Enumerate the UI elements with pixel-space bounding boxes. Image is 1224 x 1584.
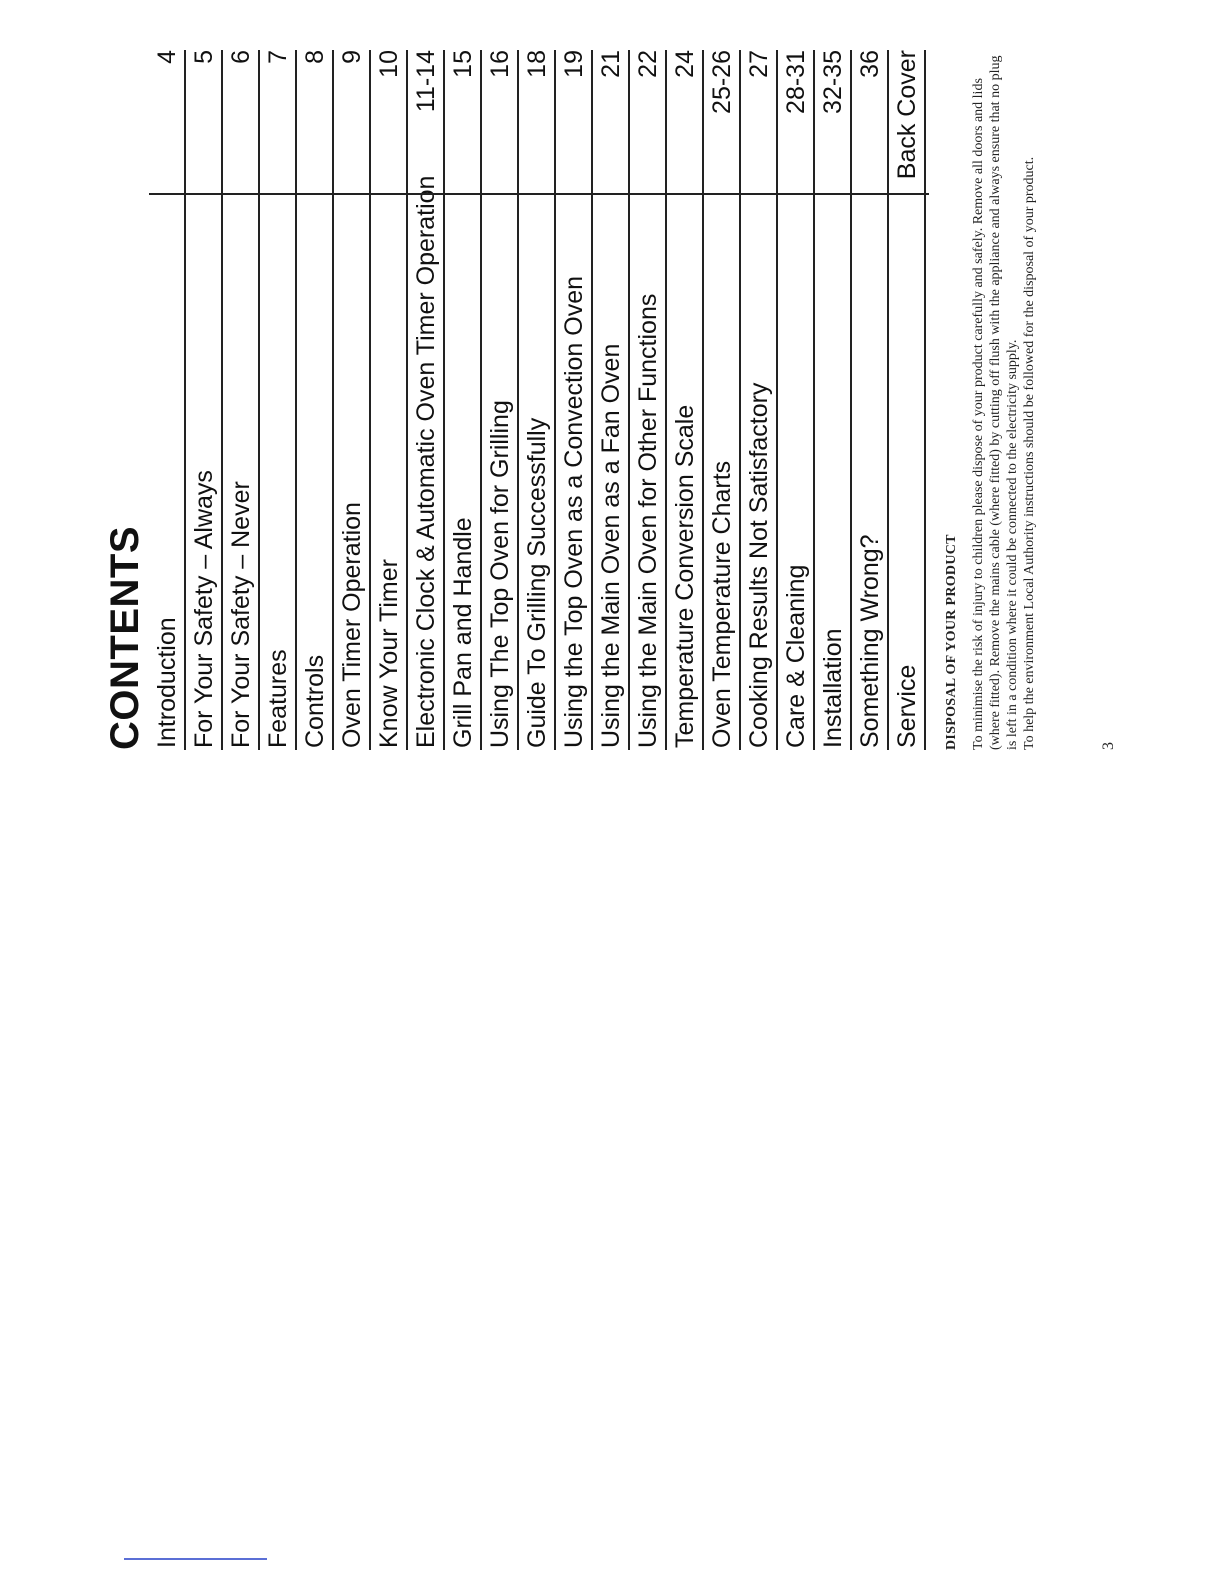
toc-entry-page: 8 (297, 50, 334, 193)
toc-titles-column (149, 175, 929, 750)
toc-entry-page: 6 (223, 50, 260, 193)
toc-entry-title: For Your Safety – Never (223, 195, 260, 750)
disposal-section (943, 50, 1038, 750)
toc-entry-title: Controls (297, 195, 334, 750)
toc-entry-page: 25-26 (704, 50, 741, 193)
toc-entry-page: 19 (556, 50, 593, 193)
disposal-paragraph: To minimise the risk of injury to children please dispose of your product carefully and safely. Remove all doors and lids (where fitted). Remove the mains cable (where fitted) by cutting off flush with the appliance and always ensure that no plug is left in a condition where it could be connected to the electricity supply. (971, 55, 1020, 750)
footer-rule (124, 1558, 267, 1560)
toc-entry-title: Oven Timer Operation (334, 195, 371, 750)
rotated-page-content (105, 50, 1205, 750)
toc-entry-title: Temperature Conversion Scale (667, 195, 704, 750)
toc-entry-title: Introduction (149, 195, 186, 750)
disposal-heading: DISPOSAL OF YOUR PRODUCT (944, 534, 959, 750)
toc-entry-page: 18 (519, 50, 556, 193)
toc-entry-title: Guide To Grilling Successfully (519, 195, 556, 750)
toc-entry-title: Cooking Results Not Satisfactory (741, 195, 778, 750)
toc-entry-page: 15 (445, 50, 482, 193)
contents-title: CONTENTS (103, 526, 147, 750)
toc-entry-page: 4 (149, 50, 186, 193)
toc-pages-column (149, 50, 929, 195)
toc-entry-title: Installation (815, 195, 852, 750)
table-of-contents (149, 50, 929, 750)
toc-entry-title: Care & Cleaning (778, 195, 815, 750)
toc-entry-title: Electronic Clock & Automatic Oven Timer Operation (408, 195, 445, 750)
toc-entry-page: 7 (260, 50, 297, 193)
toc-entry-page: Back Cover (889, 50, 926, 193)
toc-entry-title: Something Wrong? (852, 195, 889, 750)
toc-entry-page: 36 (852, 50, 889, 193)
toc-entry-page: 11-14 (408, 50, 445, 193)
toc-entry-title: Service (889, 195, 926, 750)
toc-entry-page: 10 (371, 50, 408, 193)
toc-entry-title: Grill Pan and Handle (445, 195, 482, 750)
toc-entry-title: For Your Safety – Always (186, 195, 223, 750)
toc-entry-title: Using the Top Oven as a Convection Oven (556, 195, 593, 750)
toc-entry-page: 5 (186, 50, 223, 193)
page-number: 3 (1100, 742, 1117, 750)
toc-entry-page: 21 (593, 50, 630, 193)
toc-entry-page: 27 (741, 50, 778, 193)
toc-entry-title: Using the Main Oven for Other Functions (630, 195, 667, 750)
toc-entry-page: 28-31 (778, 50, 815, 193)
toc-entry-title: Using the Main Oven as a Fan Oven (593, 195, 630, 750)
toc-entry-title: Oven Temperature Charts (704, 195, 741, 750)
toc-entry-title: Know Your Timer (371, 195, 408, 750)
toc-entry-page: 22 (630, 50, 667, 193)
toc-entry-page: 32-35 (815, 50, 852, 193)
toc-entry-title: Features (260, 195, 297, 750)
toc-entry-title: Using The Top Oven for Grilling (482, 195, 519, 750)
toc-entry-page: 16 (482, 50, 519, 193)
toc-entry-page: 9 (334, 50, 371, 193)
disposal-paragraph: To help the environment Local Authority instructions should be followed for the disposal of your product. (1022, 156, 1037, 750)
toc-entry-page: 24 (667, 50, 704, 193)
